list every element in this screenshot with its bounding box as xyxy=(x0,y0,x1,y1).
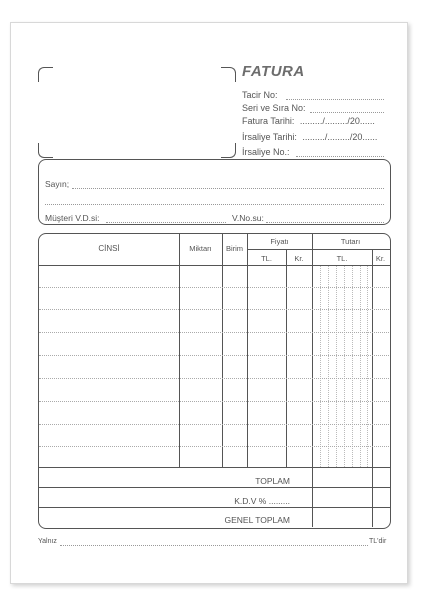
table-row-line xyxy=(39,332,389,333)
tacir-no-line xyxy=(286,99,384,100)
genel-toplam-label: GENEL TOPLAM xyxy=(224,515,290,525)
table-row-line xyxy=(39,401,389,402)
guide-line xyxy=(352,266,353,467)
window-corner-bottom-right xyxy=(221,143,236,158)
sayin-label: Sayın; xyxy=(45,179,70,189)
subheader-line xyxy=(247,249,390,250)
irsaliye-tarihi-field xyxy=(242,132,377,142)
table-row-line xyxy=(39,378,389,379)
tax-no-line xyxy=(266,222,384,223)
tl-dir-label: TL'dir xyxy=(369,538,387,545)
yalniz-line xyxy=(60,545,368,546)
guide-line xyxy=(360,266,361,467)
total-tl-header: TL. xyxy=(336,254,348,263)
kdv-label: K.D.V % ......... xyxy=(234,496,290,506)
fatura-tarihi-value: ........./........./20...... xyxy=(299,116,375,126)
yalniz-label: Yalnız xyxy=(38,538,57,545)
irsaliye-no-line xyxy=(296,156,384,157)
col-sep-price xyxy=(247,234,248,467)
irsaliye-tarihi-value: ........./........./20...... xyxy=(302,132,378,142)
table-row-line xyxy=(39,355,389,356)
address-line xyxy=(45,204,384,205)
col-sep-total-kr xyxy=(372,249,373,527)
seri-sira-line xyxy=(310,112,384,113)
price-kr-header: Kr. xyxy=(294,254,304,263)
fatura-tarihi-field xyxy=(242,116,375,126)
irsaliye-no-field xyxy=(242,147,290,157)
col-header-item: CİNSİ xyxy=(98,244,120,253)
col-sep-unit xyxy=(222,234,223,467)
irsaliye-tarihi-label: İrsaliye Tarihi: xyxy=(242,132,297,142)
col-sep-total xyxy=(312,234,313,527)
guide-line xyxy=(367,266,368,467)
totals-top-line xyxy=(39,467,390,468)
table-header-bottom xyxy=(39,265,390,266)
guide-line xyxy=(320,266,321,467)
guide-line xyxy=(336,266,337,467)
irsaliye-no-label: İrsaliye No.: xyxy=(242,147,290,157)
fatura-tarihi-label: Fatura Tarihi: xyxy=(242,116,295,126)
totals-line-3 xyxy=(39,507,390,508)
window-corner-top-left xyxy=(38,67,53,82)
col-sep-qty xyxy=(179,234,180,467)
toplam-label: TOPLAM xyxy=(255,476,290,486)
total-kr-header: Kr. xyxy=(375,254,386,263)
guide-line xyxy=(344,266,345,467)
tacir-no-field xyxy=(242,90,278,100)
seri-sira-field xyxy=(242,103,306,113)
price-tl-header: TL. xyxy=(261,254,272,263)
table-row-line xyxy=(39,287,389,288)
tax-office-line xyxy=(106,222,226,223)
col-header-total: Tutarı xyxy=(340,237,361,246)
table-row-line xyxy=(39,309,389,310)
table-row-line xyxy=(39,446,389,447)
window-corner-bottom-left xyxy=(38,143,53,158)
col-header-price: Fiyatı xyxy=(270,237,289,246)
table-row-line xyxy=(39,424,389,425)
col-header-qty: Miktarı xyxy=(189,244,212,253)
tax-no-label: V.No.su: xyxy=(232,213,264,223)
totals-line-2 xyxy=(39,487,390,488)
col-header-unit: Birim xyxy=(225,244,244,253)
sayin-line xyxy=(72,188,384,189)
seri-sira-label: Seri ve Sıra No: xyxy=(242,103,306,113)
document-title: FATURA xyxy=(242,63,305,80)
window-corner-top-right xyxy=(221,67,236,82)
guide-line xyxy=(328,266,329,467)
tacir-no-label: Tacir No: xyxy=(242,90,278,100)
tax-office-label: Müşteri V.D.si: xyxy=(45,213,100,223)
col-sep-price-kr xyxy=(286,249,287,467)
